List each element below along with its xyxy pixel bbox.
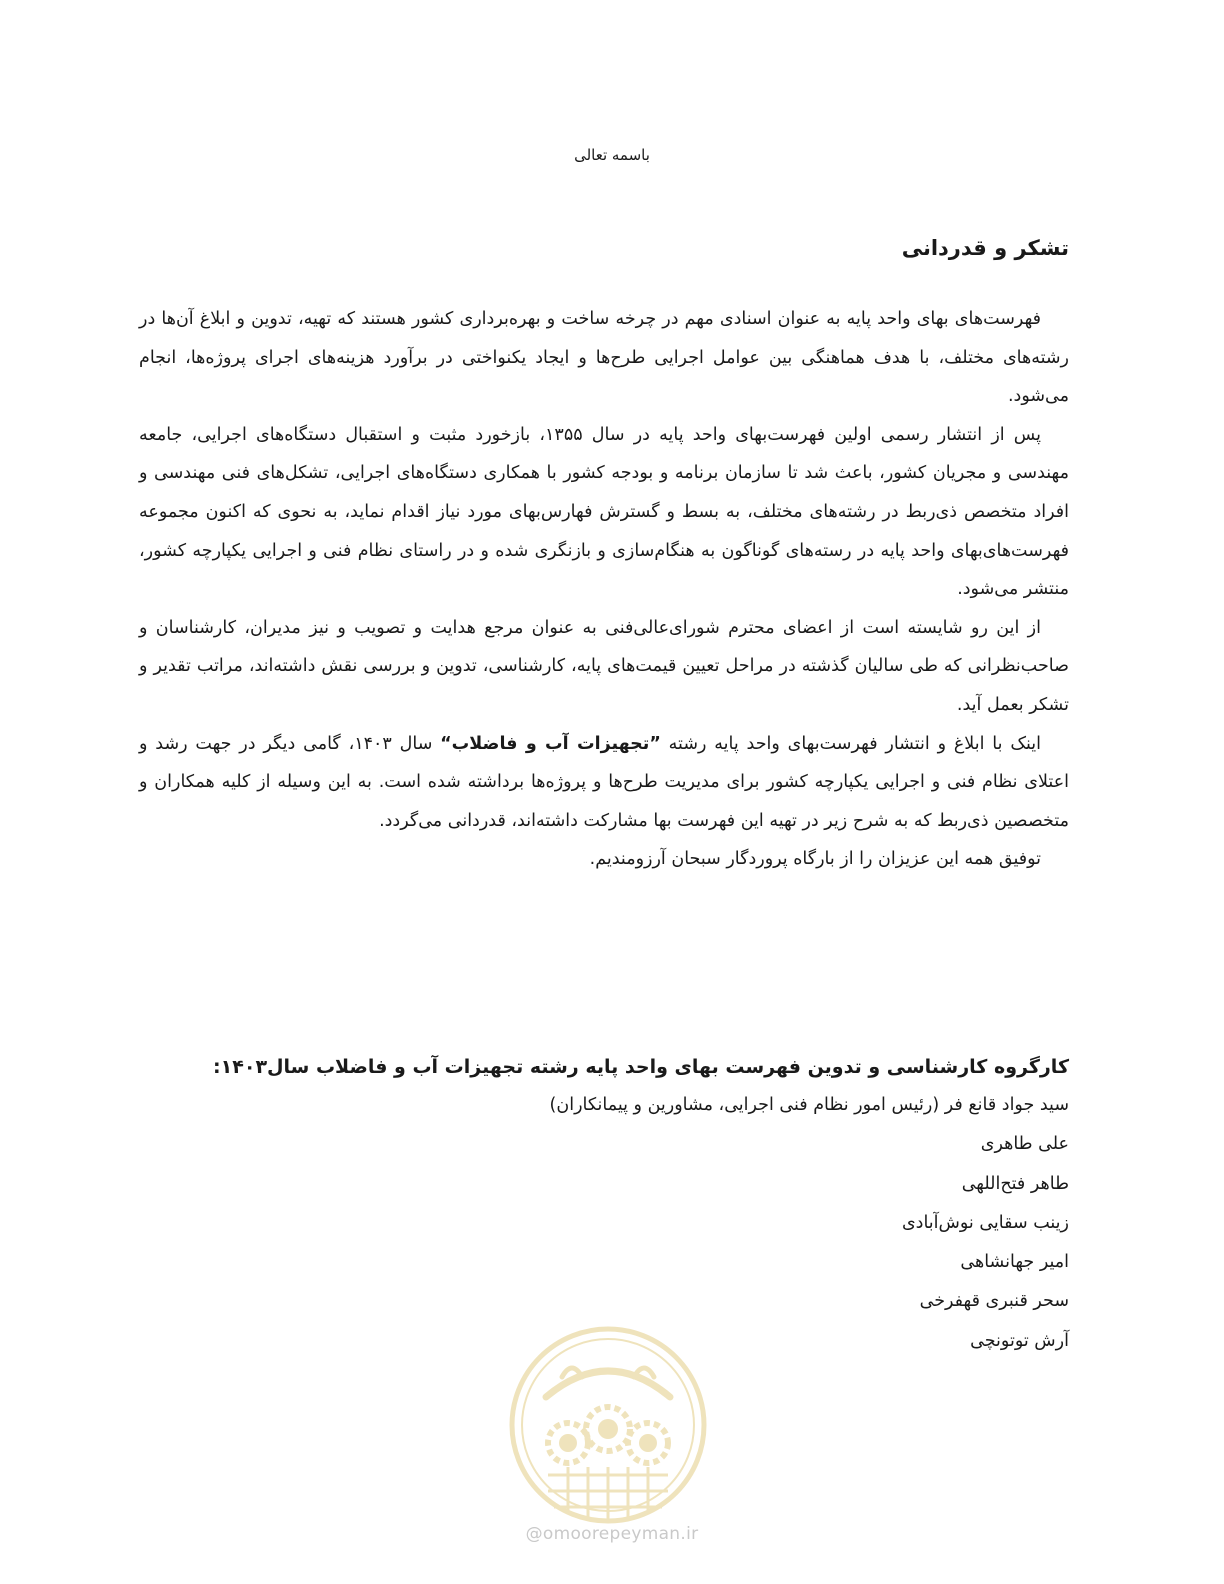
paragraph-5: توفیق همه این عزیزان را از بارگاه پروردگار سبحان آرزومندیم.: [589, 849, 1041, 870]
paragraph-2: پس از انتشار رسمی اولین فهرست‌بهای واحد پایه در سال ۱۳۵۵، بازخورد مثبت و استقبال دستگاه‌های اجرایی، جامعه مهندسی و مجریان کشور، باعث شد تا سازمان برنامه و بودجه کشور با همکاری دستگاه‌های اجرایی، تشکل‌های فنی مهندسی و افراد متخصص ذی‌ربط در رشته‌های مختلف، به بسط و گسترش فهارس‌بهای مورد نیاز اقدام نماید، به نحوی که اکنون مجموعه فهرست‌های‌بهای واحد پایه در رسته‌های گوناگون به هنگام‌سازی و بازنگری شده و در راستای نظام فنی و اجرایی یکپارچه کشور، منتشر می‌شود.: [139, 424, 1069, 600]
paragraph-4-end: سال ۱۴۰۳، گامی دیگر در جهت رشد و اعتلای نظام فنی و اجرایی یکپارچه کشور برای مدیریت طرح‌ها و پروژه‌ها برداشته شده است. به این وسیله از کلیه همکاران و متخصصین ذی‌ربط که به شرح زیر در تهیه این فهرست بها مشارکت داشته‌اند، قدردانی می‌گردد.: [139, 733, 1069, 831]
member-item: زینب سقایی نوش‌آبادی: [901, 1212, 1069, 1233]
paragraph-4: [139, 725, 1069, 841]
paragraph-1: فهرست‌های بهای واحد پایه به عنوان اسنادی مهم در چرخه ساخت و بهره‌برداری کشور هستند که تهیه، تدوین و ابلاغ آن‌ها در رشته‌های مختلف، با هدف هماهنگی بین عوامل اجرایی طرح‌ها و ایجاد یکنواختی در برآورد هزینه‌های اجرای پروژه‌ها، انجام می‌شود.: [139, 309, 1069, 407]
basmala-heading: باسمه تعالی: [574, 146, 650, 164]
acknowledgement-body: [139, 300, 1069, 879]
page-title: تشکر و قدردانی: [901, 236, 1069, 260]
member-item: سحر قنبری قهفرخی: [919, 1291, 1069, 1312]
member-item: آرش توتونچی: [970, 1330, 1069, 1351]
member-item: امیر جهانشاهی: [960, 1252, 1069, 1273]
paragraph-3: از این رو شایسته است از اعضای محترم شورای‌عالی‌فنی به عنوان مرجع هدایت و تصویب و نیز مدیران، کارشناسان و صاحب‌نظرانی که طی سالیان گذشته در مراحل تعیین قیمت‌های پایه، کارشناسی، تدوین و بررسی نقش داشته‌اند، مراتب تقدیر و تشکر بعمل آید.: [139, 617, 1069, 715]
website-watermark: @omoorepeyman.ir: [525, 1524, 699, 1544]
member-list: [139, 1086, 1069, 1361]
working-group-section: [139, 1052, 1069, 1361]
discipline-name: ”تجهیزات آب و فاضلاب“: [440, 733, 661, 754]
member-item: طاهر فتح‌اللهی: [961, 1173, 1069, 1194]
paragraph-4-start: اینک با ابلاغ و انتشار فهرست‌بهای واحد پایه رشته: [660, 733, 1041, 754]
working-group-title: کارگروه کارشناسی و تدوین فهرست بهای واحد پایه رشته تجهیزات آب و فاضلاب سال۱۴۰۳:: [213, 1056, 1069, 1078]
member-item: علی طاهری: [980, 1134, 1069, 1155]
member-item: سید جواد قانع فر (رئیس امور نظام فنی اجرایی، مشاورین و پیمانکاران): [549, 1095, 1069, 1115]
organization-seal-logo: [508, 1325, 708, 1525]
